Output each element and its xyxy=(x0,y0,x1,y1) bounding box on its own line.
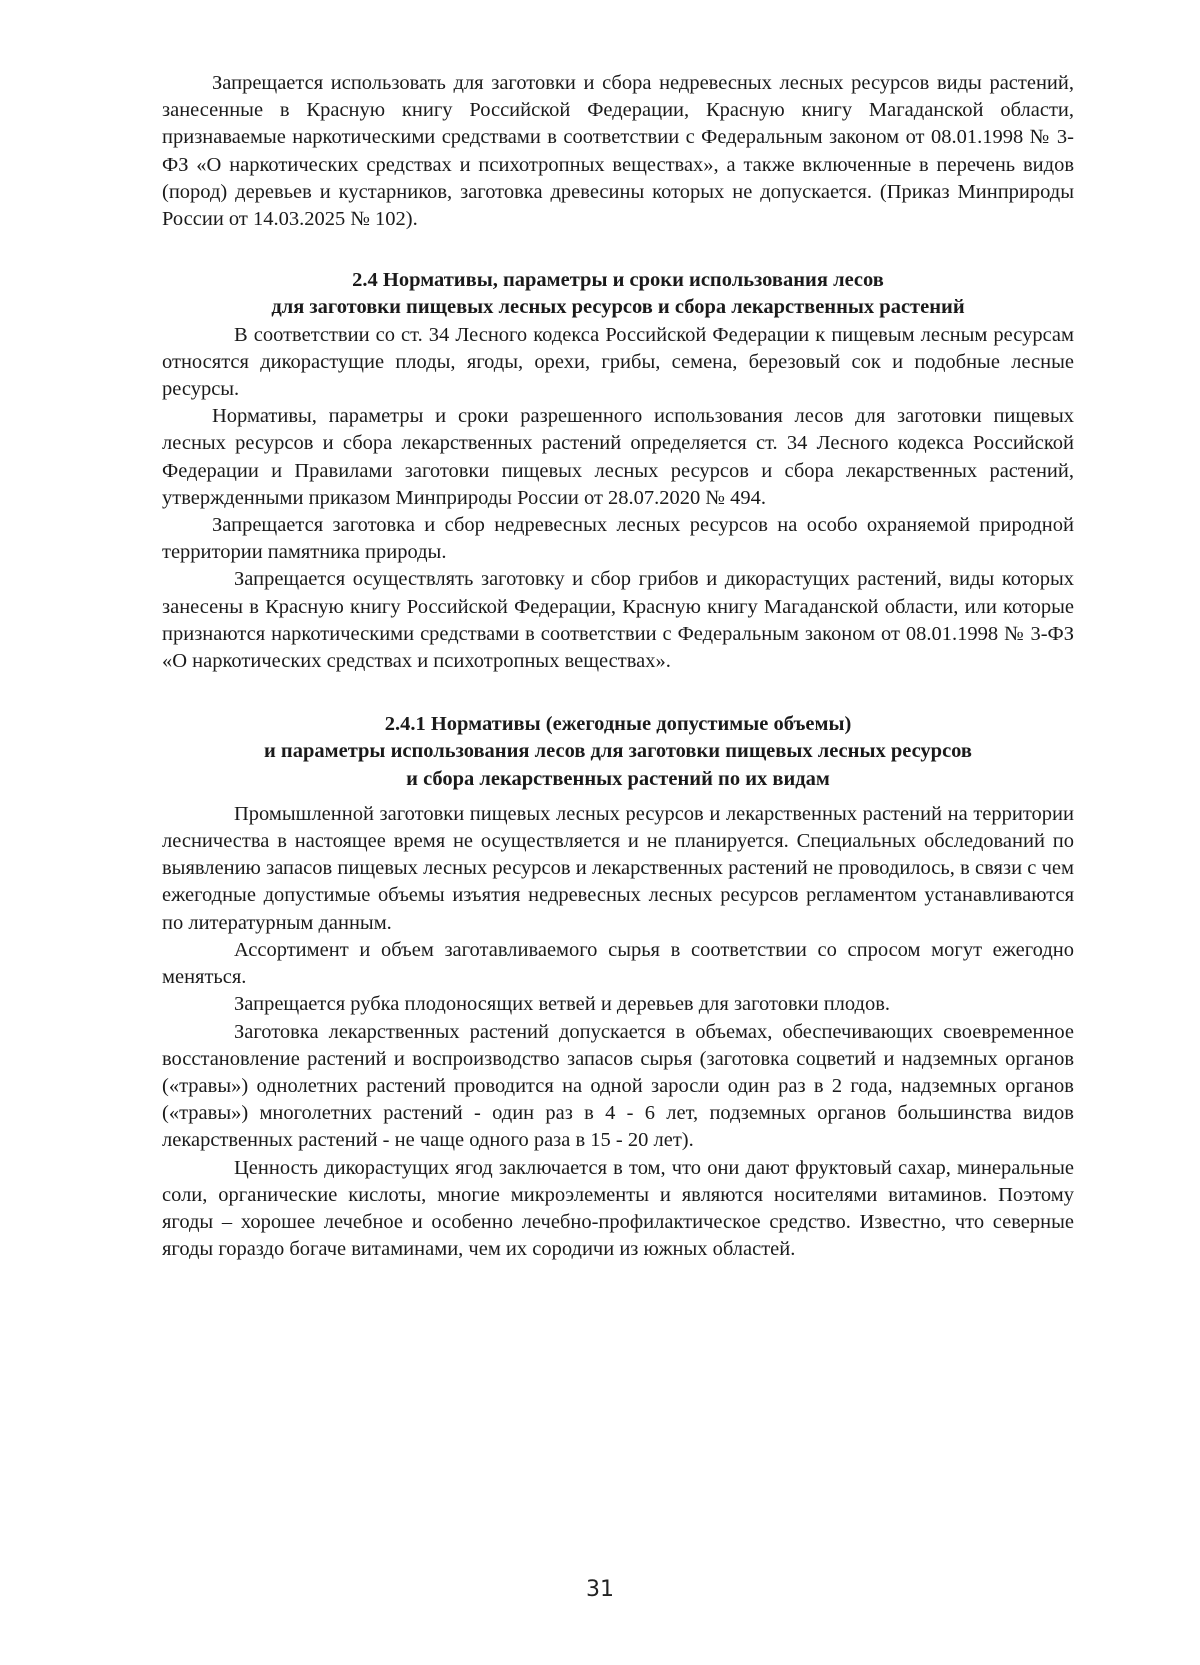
section-2-4-heading xyxy=(162,267,1074,321)
section-2-4-1-heading xyxy=(162,711,1074,793)
paragraph: Запрещается осуществлять заготовку и сбор грибов и дикорастущих растений, виды которых занесены в Красную книгу Российской Федерации, Красную книгу Магаданской области, или которые признаются наркотическими средствами в соответствии с Федеральным законом от 08.01.1998 № 3-ФЗ «О наркотических средствах и психотропных веществах». xyxy=(162,568,1074,673)
paragraph: Заготовка лекарственных растений допускается в объемах, обеспечивающих своевременное восстановление растений и воспроизводство запасов сырья (заготовка соцветий и надземных органов («травы») однолетних растений проводится на одной заросли один раз в 2 года, надземных органов («травы») многолетних растений - один раз в 4 - 6 лет, подземных органов большинства видов лекарственных растений - не чаще одного раза в 15 - 20 лет). xyxy=(162,1020,1074,1152)
section-heading-line: и сбора лекарственных растений по их видам xyxy=(406,767,830,790)
section-heading-line: 2.4.1 Нормативы (ежегодные допустимые объемы) xyxy=(384,713,852,736)
paragraph-intro: Запрещается использовать для заготовки и сбора недревесных лесных ресурсов виды растений, занесенные в Красную книгу Российской Федерации, Красную книгу Магаданской области, признаваемые наркотическими средствами в соответствии с Федеральным законом от 08.01.1998 № 3-ФЗ «О наркотических средствах и психотропных веществах», а также включенные в перечень видов (пород) деревьев и кустарников, заготовка древесины которых не допускается. (Приказ Минприроды России от 14.03.2025 № 102). xyxy=(162,72,1074,231)
spacer xyxy=(162,233,1074,267)
section-heading-line: для заготовки пищевых лесных ресурсов и сбора лекарственных растений xyxy=(271,296,965,319)
page-number: 31 xyxy=(586,1577,614,1602)
paragraph: Промышленной заготовки пищевых лесных ресурсов и лекарственных растений на территории лесничества в настоящее время не осуществляется и не планируется. Специальных обследований по выявлению запасов пищевых лесных ресурсов и лекарственных растений не проводилось, в связи с чем ежегодные допустимые объемы изъятия недревесных лесных ресурсов регламентом устанавливаются по литературным данным. xyxy=(162,802,1074,934)
paragraph: Запрещается заготовка и сбор недревесных лесных ресурсов на особо охраняемой природной территории памятника природы. xyxy=(162,514,1074,564)
paragraph: Ценность дикорастущих ягод заключается в том, что они дают фруктовый сахар, минеральные соли, органические кислоты, многие микроэлементы и являются носителями витаминов. Поэтому ягоды – хорошее лечебное и особенно лечебно-профилактическое средство. Известно, что северные ягоды гораздо богаче витаминами, чем их сородичи из южных областей. xyxy=(162,1156,1074,1261)
section-2-4-1-body xyxy=(162,801,1074,1263)
document-page xyxy=(162,70,1074,1263)
paragraph: Нормативы, параметры и сроки разрешенного использования лесов для заготовки пищевых лесных ресурсов и сбора лекарственных растений определяется ст. 34 Лесного кодекса Российской Федерации и Правилами заготовки пищевых лесных ресурсов и сбора лекарственных растений, утвержденными приказом Минприроды России от 28.07.2020 № 494. xyxy=(162,405,1074,509)
paragraph: В соответствии со ст. 34 Лесного кодекса Российской Федерации к пищевым лесным ресурсам относятся дикорастущие плоды, ягоды, орехи, грибы, семена, березовый сок и подобные лесные ресурсы. xyxy=(162,323,1074,401)
section-2-4-body xyxy=(162,322,1074,676)
spacer xyxy=(162,675,1074,711)
section-heading-line: 2.4 Нормативы, параметры и сроки использования лесов xyxy=(352,269,884,292)
paragraph: Запрещается рубка плодоносящих ветвей и деревьев для заготовки плодов. xyxy=(234,993,891,1016)
section-heading-line: и параметры использования лесов для заготовки пищевых лесных ресурсов xyxy=(264,740,972,763)
paragraph: Ассортимент и объем заготавливаемого сырья в соответствии со спросом могут ежегодно меняться. xyxy=(162,938,1074,989)
